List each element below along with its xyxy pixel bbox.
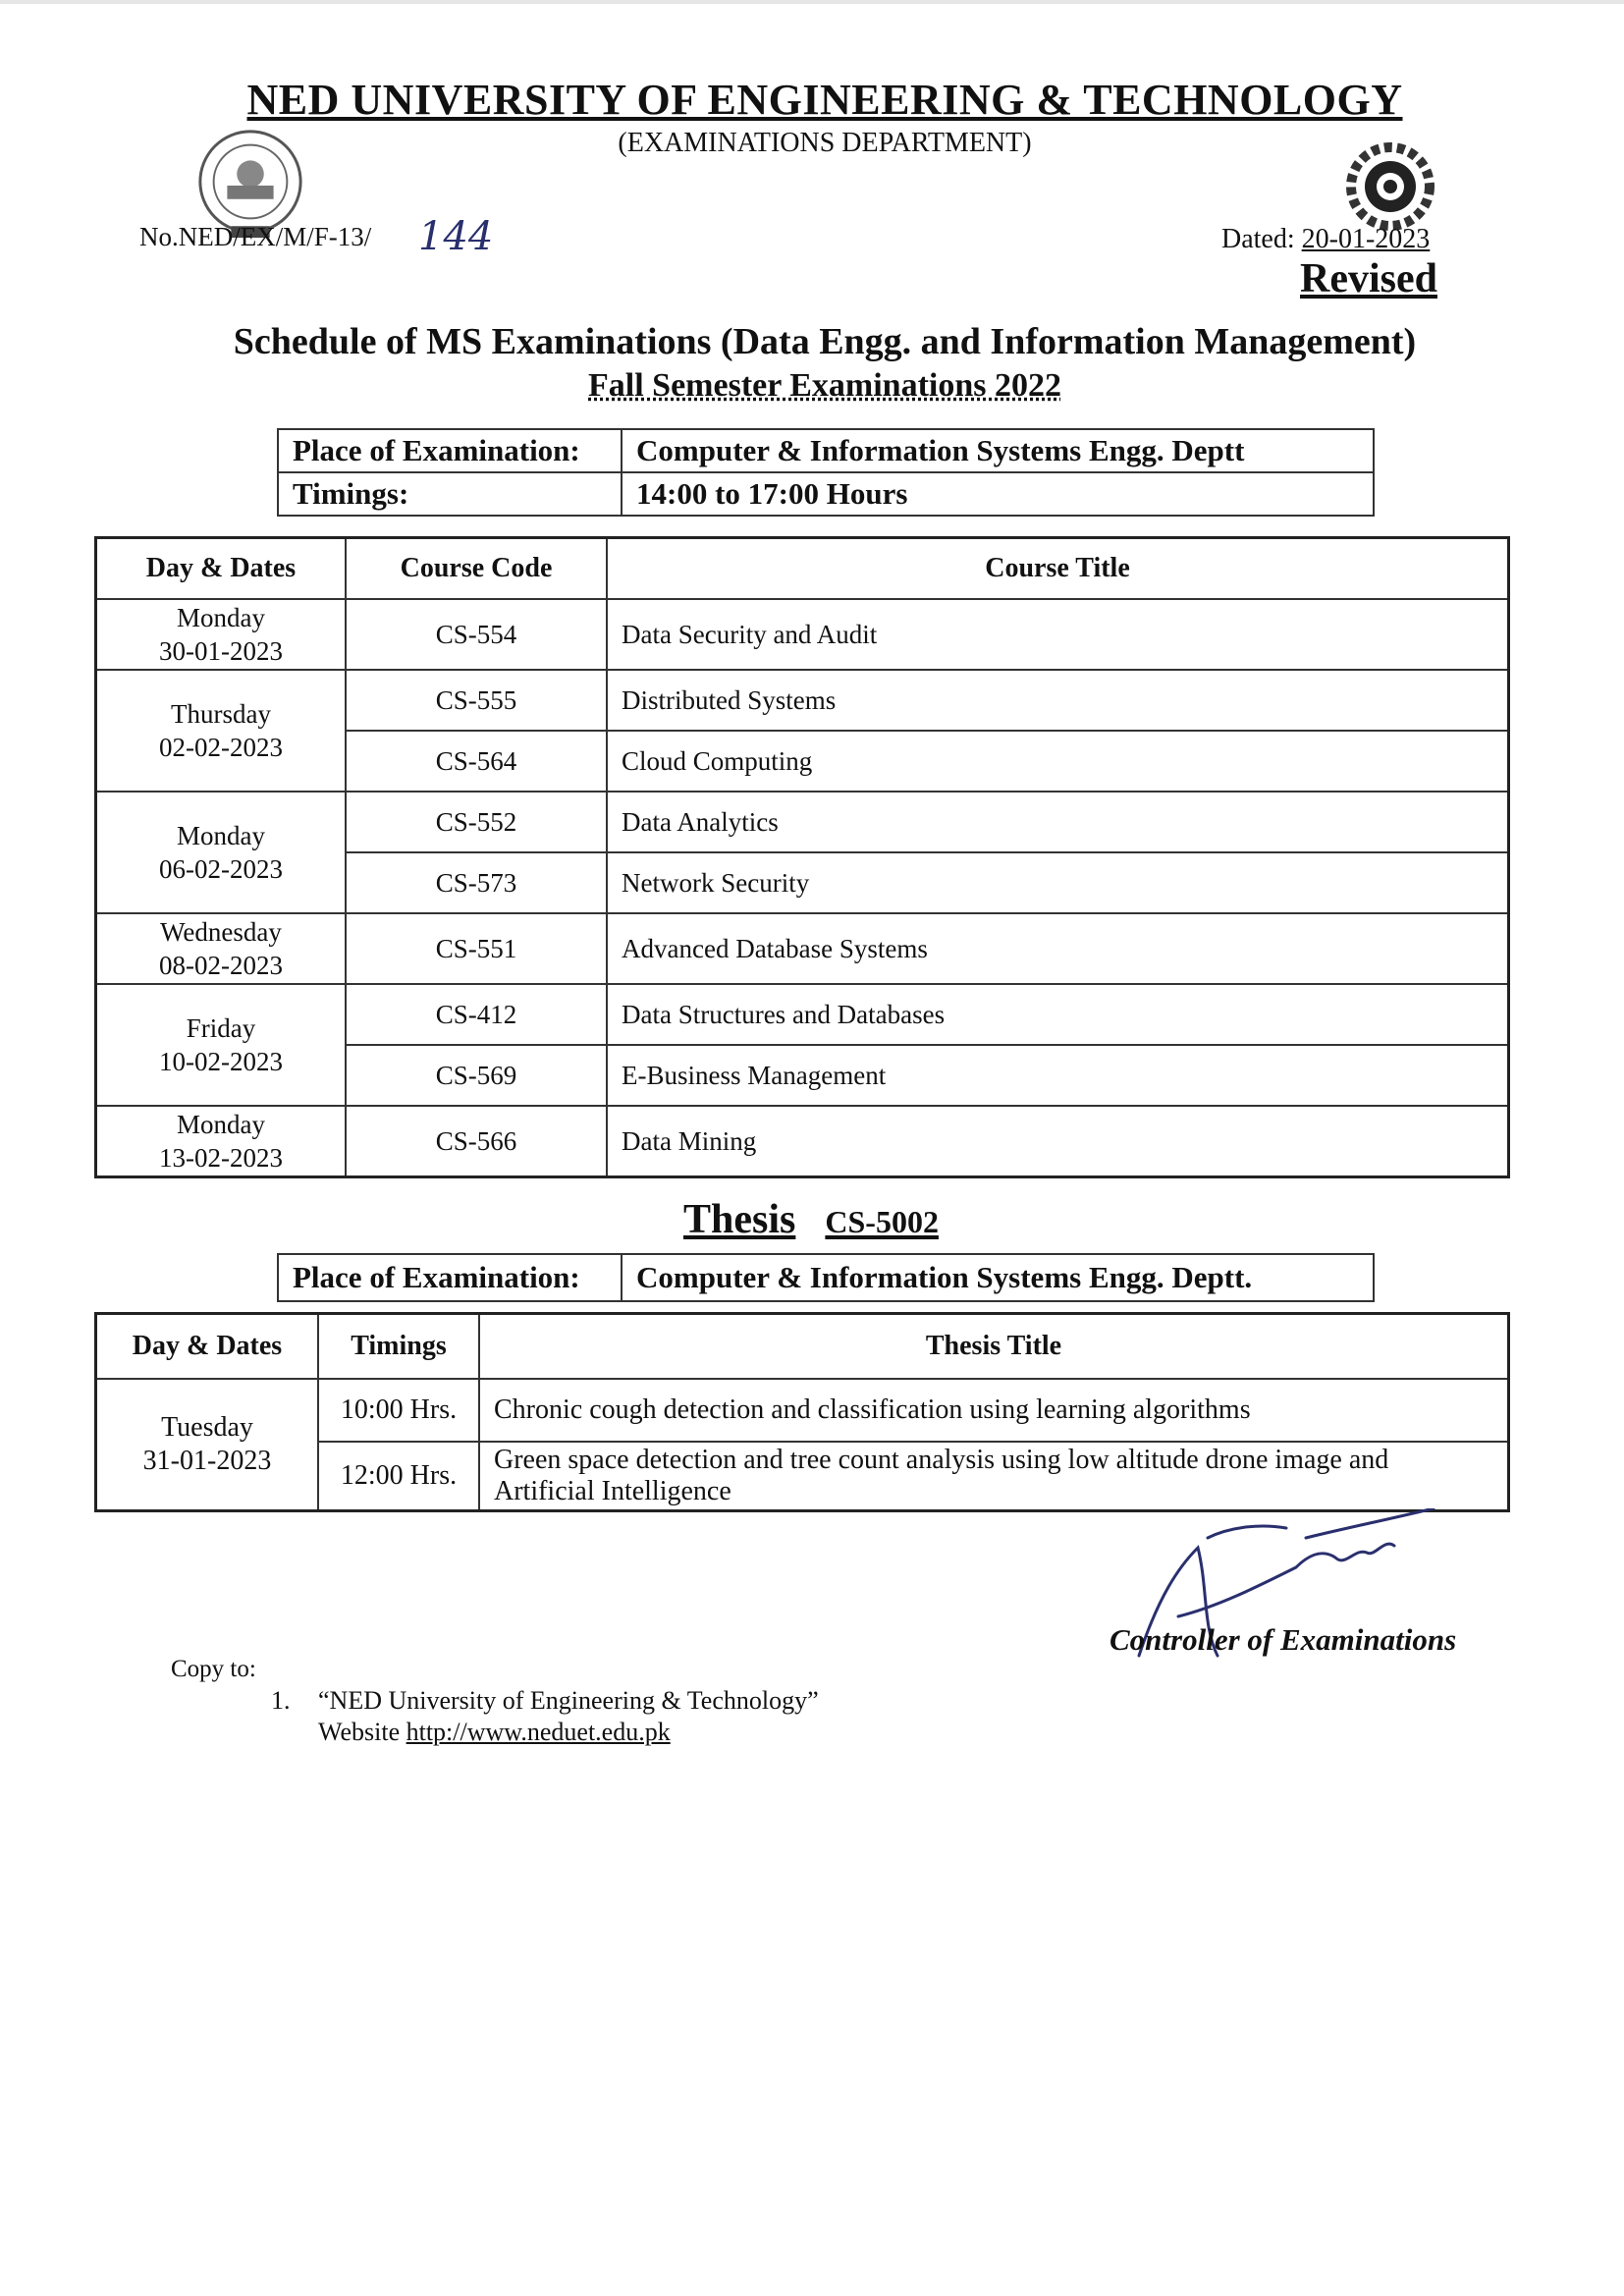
day-cell: Thursday 02-02-2023 — [96, 670, 347, 792]
course-code: CS-566 — [346, 1106, 607, 1177]
thesis-time: 10:00 Hrs. — [318, 1379, 479, 1442]
copy-to-label: Copy to: — [171, 1656, 256, 1682]
department-name: (EXAMINATIONS DEPARTMENT) — [618, 128, 1032, 158]
reference-number: No.NED/EX/M/F-13/ — [139, 222, 372, 251]
reference-number-handwritten: 144 — [418, 214, 494, 259]
table-row — [96, 1379, 1509, 1442]
thesis-place-value: Computer & Information Systems Engg. Deptt. — [622, 1254, 1374, 1301]
course-code: CS-555 — [346, 670, 607, 731]
issue-date: Dated: 20-01-2023 — [1221, 224, 1431, 254]
thesis-heading: Thesis CS-5002 — [683, 1197, 939, 1242]
header-timings: Timings — [318, 1314, 479, 1380]
day-cell: Wednesday 08-02-2023 — [96, 913, 347, 984]
course-title: E-Business Management — [607, 1045, 1509, 1106]
course-code: CS-412 — [346, 984, 607, 1045]
course-code: CS-564 — [346, 731, 607, 792]
course-title: Data Analytics — [607, 792, 1509, 852]
course-title: Distributed Systems — [607, 670, 1509, 731]
thesis-day-cell: Tuesday 31-01-2023 — [96, 1379, 319, 1510]
schedule-title: Schedule of MS Examinations (Data Engg. and Information Management) — [233, 321, 1417, 362]
thesis-info-table — [277, 1253, 1375, 1302]
day-cell: Monday 30-01-2023 — [96, 599, 347, 670]
course-code: CS-554 — [346, 599, 607, 670]
day-cell: Friday 10-02-2023 — [96, 984, 347, 1106]
place-value: Computer & Information Systems Engg. Deptt — [622, 429, 1374, 472]
controller-of-examinations: Controller of Examinations — [1110, 1622, 1457, 1657]
table-row — [96, 599, 1509, 670]
thesis-title: Green space detection and tree count analysis using low altitude drone image and Artificial Intelligence — [479, 1442, 1509, 1510]
table-row — [96, 913, 1509, 984]
course-code: CS-552 — [346, 792, 607, 852]
thesis-schedule-table — [94, 1312, 1510, 1512]
course-title: Advanced Database Systems — [607, 913, 1509, 984]
handwritten-signature-icon — [1110, 1508, 1443, 1695]
day-cell: Monday 13-02-2023 — [96, 1106, 347, 1177]
timings-label: Timings: — [278, 472, 622, 516]
course-title: Data Mining — [607, 1106, 1509, 1177]
header-thesis-title: Thesis Title — [479, 1314, 1509, 1380]
schedule-subtitle: Fall Semester Examinations 2022 — [588, 367, 1061, 404]
header-day-dates: Day & Dates — [96, 1314, 319, 1380]
top-scan-edge — [0, 0, 1624, 4]
place-label: Place of Examination: — [278, 429, 622, 472]
website-link[interactable]: http://www.neduet.edu.pk — [406, 1718, 671, 1746]
table-row — [96, 984, 1509, 1045]
header-day-dates: Day & Dates — [96, 538, 347, 600]
revised-label: Revised — [1300, 256, 1437, 301]
university-name: NED UNIVERSITY OF ENGINEERING & TECHNOLOGY — [246, 76, 1403, 124]
course-title: Data Security and Audit — [607, 599, 1509, 670]
thesis-time: 12:00 Hrs. — [318, 1442, 479, 1510]
table-row — [96, 670, 1509, 731]
course-code: CS-569 — [346, 1045, 607, 1106]
timings-value: 14:00 to 17:00 Hours — [622, 472, 1374, 516]
day-cell: Monday 06-02-2023 — [96, 792, 347, 913]
thesis-place-label: Place of Examination: — [278, 1254, 622, 1301]
course-code: CS-573 — [346, 852, 607, 913]
course-title: Network Security — [607, 852, 1509, 913]
table-row — [96, 1106, 1509, 1177]
header-course-code: Course Code — [346, 538, 607, 600]
header-course-title: Course Title — [607, 538, 1509, 600]
exam-info-table — [277, 428, 1375, 517]
course-code: CS-551 — [346, 913, 607, 984]
gear-emblem-icon — [1341, 137, 1439, 236]
exam-schedule-table — [94, 536, 1510, 1178]
thesis-title: Chronic cough detection and classification using learning algorithms — [479, 1379, 1509, 1442]
table-row — [96, 792, 1509, 852]
course-title: Cloud Computing — [607, 731, 1509, 792]
course-title: Data Structures and Databases — [607, 984, 1509, 1045]
